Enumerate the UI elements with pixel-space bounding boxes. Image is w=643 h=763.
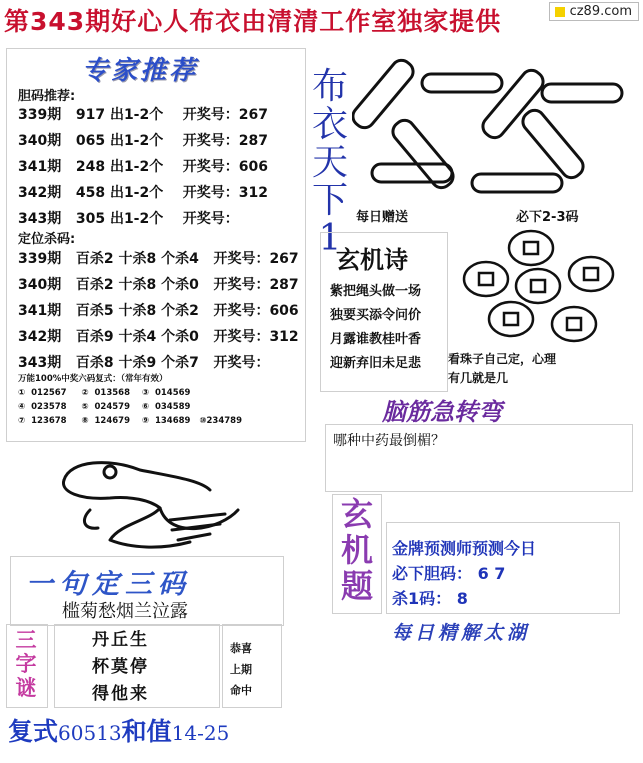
page-title: 第343期好心人布衣由清清工作室独家提供 (4, 7, 502, 36)
kill-row: 342期 百杀9 十杀4 个杀0 开奖号：312 (18, 329, 299, 345)
bead-hint (448, 350, 556, 388)
riddle-line: 得他来 (92, 684, 149, 704)
yiju-text: 槛菊愁烟兰泣露 (62, 601, 188, 622)
combo-row: ⑦ 123678 ⑧ 124679 ⑨ 134689 ⑩234789 (18, 416, 242, 426)
dan-label: 胆码推荐: (18, 89, 76, 104)
brain-teaser-heading: 脑筋急转弯 (382, 398, 502, 426)
fushi-label: 复式 (8, 717, 59, 746)
fushi-value: 60513 (58, 721, 122, 745)
congrats-line: 恭喜 (230, 642, 252, 655)
hezhi-value: 14-25 (171, 721, 230, 745)
poem-line: 月露谁教桂叶香 (330, 332, 422, 347)
bead-line: 有几就是几 (448, 371, 509, 385)
riddle-text (92, 627, 149, 708)
brain-teaser-question: 哪种中药最倒楣？ (333, 433, 445, 449)
congrats-text (230, 638, 252, 701)
forecast-text (392, 536, 536, 611)
congrats-line: 上期 (230, 663, 252, 676)
kill-row: 339期 百杀2 十杀8 个杀4 开奖号：267 (18, 251, 299, 267)
combo-row: ④ 023578 ⑤ 024579 ⑥ 034589 (18, 402, 191, 412)
riddle-label: 三字谜 (15, 628, 37, 700)
kill-row: 340期 百杀2 十杀8 个杀0 开奖号：287 (18, 277, 299, 293)
dan-row: 339期 917 出1-2个 开奖号：267 (18, 107, 268, 123)
forecast-line: 杀1码： 8 (392, 589, 468, 608)
poem-text (330, 280, 421, 376)
kill-row: 341期 百杀5 十杀8 个杀2 开奖号：606 (18, 303, 299, 319)
buyi-tianxia: 布衣天下1 (311, 66, 348, 259)
riddle-line: 杯莫停 (92, 657, 149, 677)
kill-label: 定位杀码: (18, 232, 76, 247)
yiju-heading: 一句定三码 (26, 569, 191, 600)
combo-title: 万能100%中奖六码复式：（常年有效） (18, 374, 168, 384)
hezhi-label: 和值 (121, 717, 172, 746)
poem-line: 独要买添令问价 (330, 308, 422, 323)
congrats-line: 命中 (230, 684, 252, 697)
poem-heading: 玄机诗 (336, 246, 408, 274)
fushi-hezhi (8, 712, 229, 748)
poem-line: 紫把绳头做一场 (330, 284, 422, 299)
swirl-pattern-graphic (352, 44, 632, 204)
site-watermark[interactable]: cz89.com (549, 2, 639, 21)
dan-row: 342期 458 出1-2个 开奖号：312 (18, 185, 268, 201)
forecast-line: 金牌预测师预测今日 (392, 539, 537, 558)
combo-row: ① 012567 ② 013568 ③ 014569 (18, 388, 191, 398)
daily-gift-label: 每日赠送 (356, 210, 409, 225)
bead-line: 看珠子自己定，心理 (448, 352, 557, 366)
riddle-line: 丹丘生 (92, 630, 149, 650)
xuanji-label: 玄机题 (340, 495, 373, 605)
poem-line: 迎新弃旧未足悲 (330, 356, 422, 371)
dan-row: 343期 305 出1-2个 开奖号： (18, 211, 239, 227)
crocodile-illustration (50, 450, 250, 560)
daily-analysis-banner: 每日精解太湖 (392, 622, 531, 644)
dan-row: 340期 065 出1-2个 开奖号：287 (18, 133, 268, 149)
expert-heading: 专家推荐 (82, 56, 199, 86)
dan-row: 341期 248 出1-2个 开奖号：606 (18, 159, 268, 175)
forecast-line: 必下胆码： 6 7 (392, 564, 506, 583)
must-numbers-label: 必下2-3码 (516, 210, 579, 225)
coins-graphic (456, 224, 626, 349)
kill-row: 343期 百杀8 十杀9 个杀7 开奖号： (18, 355, 270, 371)
